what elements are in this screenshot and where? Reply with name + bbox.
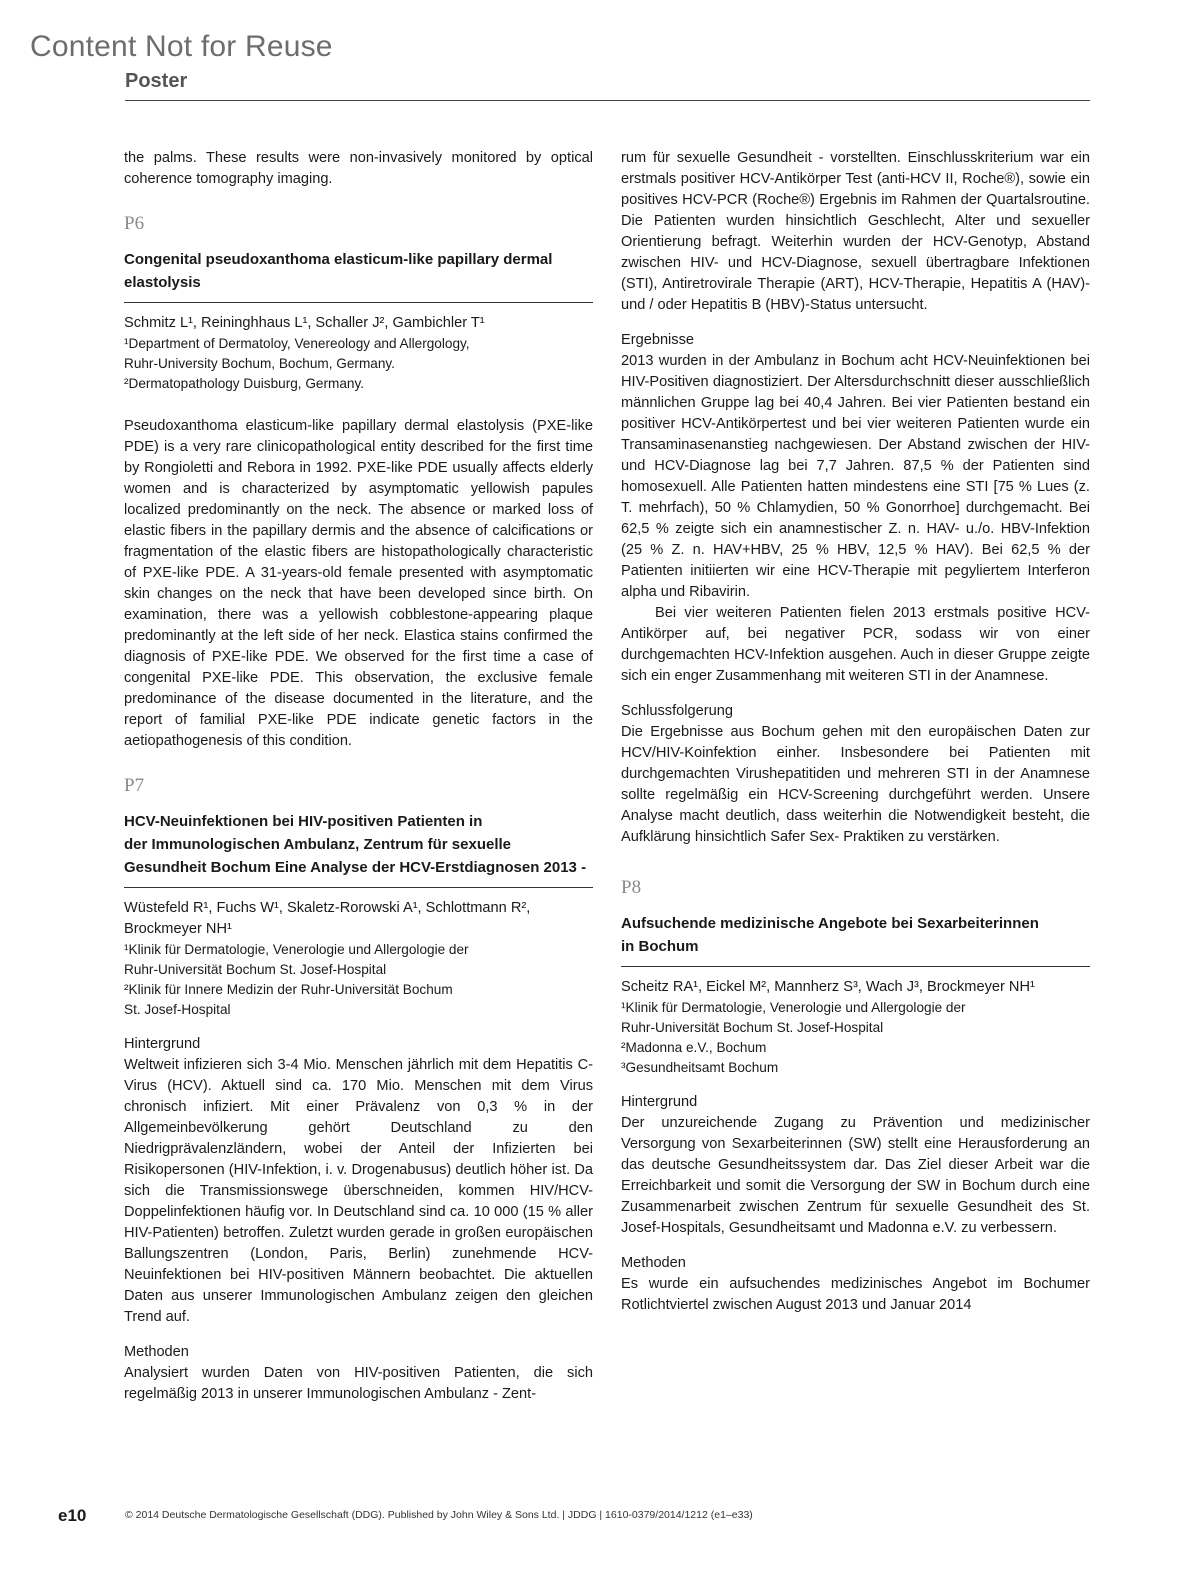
title-line: in Bochum — [621, 938, 699, 955]
affiliation: ¹Department of Dermatoloy, Venereology and Allergology, — [124, 336, 470, 351]
subhead-hintergrund: Hintergrund — [124, 1036, 201, 1052]
intro-paragraph: the palms. These results were non-invasively monitored by optical coherence tomography imaging. — [124, 150, 593, 187]
affiliation: ¹Klinik für Dermatologie, Venerologie und Allergologie der — [124, 942, 469, 957]
schlussfolgerung-p7: Die Ergebnisse aus Bochum gehen mit den europäischen Daten zur HCV/HIV-Koinfektion einher. Insbesondere bei Patienten mit durchgemachten Virushepatitiden und mehreren STI in der Anamnese sollte regelmäßig ein HCV-Screening durchgeführt werden. Unsere Analyse macht deutlich, dass weiterhin die Notwendigkeit besteht, die Aufklärung hinsichtlich Safer Sex- Praktiken zu verstärken. — [621, 724, 1090, 845]
header-rule — [125, 100, 1090, 101]
subhead-schlussfolgerung: Schlussfolgerung — [621, 703, 733, 719]
methoden-p7-continued: rum für sexuelle Gesundheit - vorstellten. Einschlusskriterium war ein erstmals positiver HCV-Antikörper Test (anti-HCV II, Roche®), sowie ein positives HCV-PCR (Roche®) Ergebnis im Rahmen der Quartalsroutine. Die Patienten wurden hinsichtlich Geschlecht, Alter und sexueller Orientierung befragt. Weiterhin wurden der HCV-Genotyp, Abstand zwischen HIV- und HCV-Diagnose, sexuell übertragbare Infektionen (STI), Antiretrovirale Therapie (ART), HCV-Therapie, Hepatitis A (HAV)- und / oder Hepatitis B (HBV)-Status untersucht. — [621, 150, 1090, 313]
title-line: der Immunologischen Ambulanz, Zentrum für sexuelle — [124, 836, 512, 853]
hintergrund-p7: Weltweit infizieren sich 3-4 Mio. Menschen jährlich mit dem Hepatitis C-Virus (HCV). Aktuell sind ca. 170 Mio. Menschen mit dem Virus chronisch infiziert. Mit einer Prävalenz von 0,3 % in der Allgemeinbevölkerung gehört Deutschland zu den Niedrigprävalenzländern, wobei der Anteil der Infizierten bei Risikopersonen (HIV-Infektion, i. v. Drogenabusus) deutlich höher ist. Da sich die Transmissionswege überschneiden, kommen HIV/HCV-Doppelinfektionen häufig vor. In Deutschland sind ca. 10 000 (15 % aller HIV-Patienten) betroffen. Zuletzt wurden gerade in großen europäischen Ballungszentren (London, Paris, Berlin) zunehmende HCV-Neuinfektionen bei HIV-positiven Männern beobachtet. Die aktuellen Daten aus unserer Immunologischen Ambulanz zeigen den gleichen Trend auf. — [124, 1057, 593, 1325]
watermark: Content Not for Reuse — [30, 30, 333, 63]
poster-id-p7: P7 — [124, 775, 145, 796]
subhead-hintergrund: Hintergrund — [621, 1094, 698, 1110]
affiliation: St. Josef-Hospital — [124, 1002, 231, 1017]
poster-title-p8 — [621, 912, 1090, 967]
copyright-notice: © 2014 Deutsche Dermatologische Gesellschaft (DDG). Published by John Wiley & Sons Ltd. | JDDG | 1610-0379/2014/1212 (e1–e33) — [125, 1509, 753, 1521]
poster-id-p6: P6 — [124, 213, 145, 234]
affiliation: Ruhr-Universität Bochum St. Josef-Hospital — [124, 962, 387, 977]
affiliation: ¹Klinik für Dermatologie, Venerologie und Allergologie der — [621, 1000, 966, 1015]
hintergrund-p8: Der unzureichende Zugang zu Prävention und medizinischer Versorgung von Sexarbeiterinnen (SW) stellt eine Herausforderung an das deutsche Gesundheitssystem dar. Das Ziel dieser Arbeit war die Erreichbarkeit und somit die Versorgung der SW in Bochum durch eine Zusammenarbeit zwischen Zentrum für sexuelle Gesundheit des St. Josef-Hospitals, Gesundheitsamt und Madonna e.V. zu verbessern. — [621, 1115, 1090, 1236]
poster-id-p8: P8 — [621, 877, 642, 898]
affiliation: ³Gesundheitsamt Bochum — [621, 1060, 779, 1075]
page-number: e10 — [58, 1506, 87, 1525]
ergebnisse-p7-second: Bei vier weiteren Patienten fielen 2013 erstmals positive HCV-Antikörper auf, bei negativer PCR, sodass wir von einer durchgemachten HCV-Infektion ausgehen. Auch in dieser Gruppe zeigte sich ein enger Zusammenhang mit weiteren STI in der Anamnese. — [621, 605, 1090, 684]
affiliation: Ruhr-University Bochum, Bochum, Germany. — [124, 356, 395, 371]
subhead-ergebnisse: Ergebnisse — [621, 332, 695, 348]
poster-title-p7 — [124, 810, 593, 888]
authors-p7: Wüstefeld R¹, Fuchs W¹, Skaletz-Rorowski A¹, Schlottmann R², Brockmeyer NH¹ — [124, 900, 531, 937]
title-line: Aufsuchende medizinische Angebote bei Sexarbeiterinnen — [621, 915, 1039, 932]
ergebnisse-p7: 2013 wurden in der Ambulanz in Bochum acht HCV-Neuinfektionen bei HIV-Positiven diagnostiziert. Der Altersdurchschnitt dieser ausschließlich männlichen Gruppe lag bei 40,4 Jahren. Bei vier Patienten bestand ein positiver HCV-Antikörpertest und bei vier weiteren Patienten wurde ein Transaminasenanstieg nachgewiesen. Der Abstand zwischen der HIV- und HCV-Diagnose lag bei 7,7 Jahren. 87,5 % der Patienten sind homosexuell. Alle Patienten hatten mindestens eine STI [75 % Lues (z. T. mehrfach), 50 % Chlamydien, 50 % Gonorrhoe] durchgemacht. Bei 62,5 % zeigte sich ein anamnestischer Z. n. HAV- u./o. HBV-Infektion (25 % Z. n. HAV+HBV, 25 % HBV, 12,5 % HAV). Bei 62,5 % der Patienten initiierten wir eine HCV-Therapie mit pegyliertem Interferon alpha und Ribavirin. — [621, 353, 1090, 600]
right-column — [621, 148, 1090, 1316]
affiliation: ²Dermatopathology Duisburg, Germany. — [124, 376, 365, 391]
section-label: Poster — [125, 70, 188, 92]
affiliation: Ruhr-Universität Bochum St. Josef-Hospital — [621, 1020, 884, 1035]
methoden-p8: Es wurde ein aufsuchendes medizinisches Angebot im Bochumer Rotlichtviertel zwischen August 2013 und Januar 2014 — [621, 1276, 1090, 1313]
title-line: Gesundheit Bochum Eine Analyse der HCV-Erstdiagnosen 2013 - — [124, 859, 587, 876]
subhead-methoden: Methoden — [124, 1344, 189, 1360]
affiliation: ²Klinik für Innere Medizin der Ruhr-Universität Bochum — [124, 982, 453, 997]
authors-p6: Schmitz L¹, Reininghhaus L¹, Schaller J², Gambichler T¹ — [124, 315, 485, 331]
title-line: HCV-Neuinfektionen bei HIV-positiven Patienten in — [124, 813, 483, 830]
poster-title-p6: Congenital pseudoxanthoma elasticum-like papillary dermal elastolysis — [124, 248, 593, 303]
abstract-p6: Pseudoxanthoma elasticum-like papillary dermal elastolysis (PXE-like PDE) is a very rare clinicopathological entity described for the first time by Rongioletti and Rebora in 1992. PXE-like PDE usually affects elderly women and is characterized by asymptomatic yellowish papules localized predominantly on the neck. The absence or marked loss of elastic fibers in the papillary dermis and the absence of calcifications or fragmentation of the elastic fibers are histopathologically characteristic of PXE-like PDE. A 31-years-old female presented with asymptomatic skin changes on the neck that have been developed since birth. On examination, there was a yellowish cobblestone-appearing plaque predominantly at the left side of her neck. Elastica stains confirmed the diagnosis of PXE-like PDE. We observed for the first time a case of congenital PXE-like PDE. This observation, the exclusive female predominance of the disease documented in the literature, and the report of familial PXE-like PDE indicate genetic factors in the aetiopathogenesis of this condition. — [124, 418, 593, 749]
subhead-methoden: Methoden — [621, 1255, 686, 1271]
left-column — [124, 148, 593, 1405]
affiliation: ²Madonna e.V., Bochum — [621, 1040, 767, 1055]
methoden-p7: Analysiert wurden Daten von HIV-positiven Patienten, die sich regelmäßig 2013 in unserer Immunologischen Ambulanz - Zent- — [124, 1365, 593, 1402]
authors-p8: Scheitz RA¹, Eickel M², Mannherz S³, Wach J³, Brockmeyer NH¹ — [621, 979, 1035, 995]
